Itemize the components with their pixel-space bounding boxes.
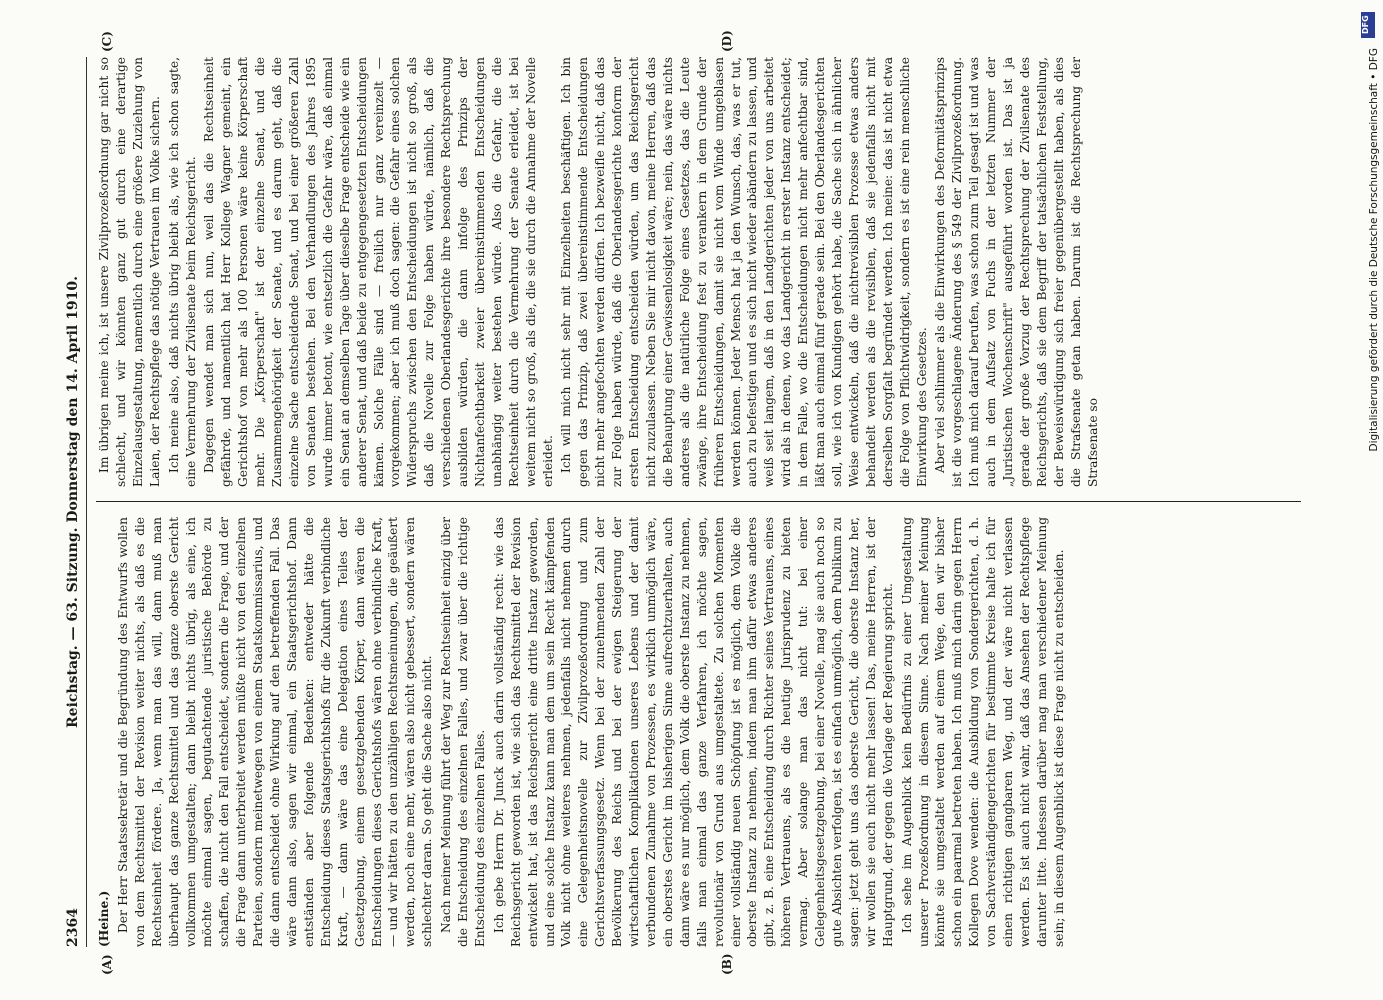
right-column [96, 57, 1306, 487]
paragraph: Aber viel schlimmer als die Einwirkungen des Deformitätsprinzips ist die vorgeschlagene Änderung des § 549 der Zivilprozeßordnung. Ich muß mich darauf berufen, was schon zum Teil gesagt ist und was auch in dem Aufsatz von Fuchs in der letzten Nummer der „Juristischen Wochenschrift" ausgeführt worden ist. Das ist ja gerade der große Vorzug der Rechtsprechung der Zivilsenate des Reichsgerichts, daß sie dem Begriff der tatsächlichen Feststellung, der Beweiswürdigung sich freier gegenübergestellt haben, als dies die Strafsenate getan haben. Darum ist die Rechtsprechung der Strafsenate so [933, 57, 1100, 487]
column-divider [96, 501, 1301, 502]
paragraph: Ich meine also, daß nichts übrig bleibt als, wie ich schon sagte, eine Vermehrung der Zivilsenate beim Reichsgericht. [166, 57, 198, 487]
paragraph: Dagegen wendet man sich nun, weil das die Rechtseinheit gefährde, und namentlich hat Herr Kollege Wagner gemeint, ein Gerichtshof von mehr als 100 Personen wäre keine Körperschaft mehr. Die „Körperschaft" ist der einzelne Senat, und die Zusammengehörigkeit der Senate, und es darum geht, daß die einzelne Sache entscheidende Senat, und bei einer größeren Zahl von Senaten bestehen. Bei den Verhandlungen des Jahres 1895 wurde immer betont, wie entsetzlich die Gefahr wäre, daß einmal ein Senat an demselben Tage über dieselbe Frage entscheide wie ein anderer Senat, und daß beide zu entgegengesetzten Entscheidungen kämen. Solche Fälle sind — freilich nur ganz vereinzelt — vorgekommen; aber ich muß doch sagen: die Gefahr eines solchen Widerspruchs zwischen den Entscheidungen ist nicht so groß, als daß die Novelle zur Folge haben würde, nämlich, daß die verschiedenen Oberlandesgerichte ihre besondere Rechtsprechung ausbilden würden, die dann infolge des Prinzips der Nichtanfechtbarkeit zweier übereinstimmenden Entscheidungen unabhängig weiter bestehen würde. Also die Gefahr, die die Rechtseinheit durch die Vermehrung der Senate erleidet, ist bei weitem nicht so groß, als die, die sie durch die Annahme der Novelle erleidet. [202, 57, 555, 487]
paragraph: Ich sehe im Augenblick kein Bedürfnis zu einer Umgestaltung unserer Prozeßordnung in diesem Sinne. Nach meiner Meinung könnte sie umgestaltet werden auf einem Wege, den wir bisher schon ein paarmal betreten haben. Ich muß mich darin gegen Herrn Kollegen Dove wenden: die Ausbildung von Sondergerichten, d. h. von Sachverständigengerichten für bestimmte Kreise halte ich für einen richtigen gangbaren Weg, und der wäre nicht verlassen werden. Es ist auch nicht wahr, daß das Ansehen der Rechtspflege darunter litte. Indessen darüber mag man verschiedener Meinung sein; in diesem Augenblick ist diese Frage nicht zu entscheiden. [899, 517, 1066, 947]
paragraph: Ich gebe Herrn Dr. Junck auch darin vollständig recht: wie das Reichsgericht geworden ist, wie sich das Rechtsmittel der Revision entwickelt hat, ist das Reichsgericht eine dritte Instanz geworden, und eine solche Instanz kann man dem um sein Recht kämpfenden Volk nicht ohne weiteres nehmen, jedenfalls nicht nehmen durch eine Gelegenheitsnovelle zur Zivilprozeßordnung und zum Gerichtsverfassungsgesetz. Wenn bei der zunehmenden Zahl der Bevölkerung des Reichs und bei der ewigen Steigerung der wirtschaftlichen Komplikationen unseres Lebens und der damit verbundenen Zunahme von Prozessen, es wirklich unmöglich wäre, ein oberstes Gericht im bisherigen Sinne aufrechtzuerhalten, auch dann wäre es nur möglich, dem Volk die oberste Instanz zu nehmen, falls man einmal das ganze Verfahren, ich möchte sagen, revolutionär von Grund aus umgestaltete. Zu solchen Momenten einer vollständig neuen Schöpfung ist es möglich, dem Volke die oberste Instanz zu nehmen, indem man ihm dafür etwas anderes gibt, z. B. eine Entscheidung durch Richter seines Vertrauens, eines höheren Vertrauens, als es die heutige Jurisprudenz zu bieten vermag. Aber solange man das nicht tut: bei einer Gelegenheitsgesetzgebung, bei einer Novelle, mag sie auch noch so gute Absichten verfolgen, ist es einfach unmöglich, dem Publikum zu sagen: jetzt geht uns das oberste Gericht, die oberste Instanz her, wir wollen sie euch nicht mehr lassen! Das, meine Herren, ist der Hauptgrund, der gegen die Vorlage der Regierung spricht. [491, 517, 895, 947]
margin-marker-c: (C) [100, 31, 114, 52]
speaker-label: (Heine.) [97, 890, 111, 947]
rotated-page-content [60, 30, 1330, 975]
page-number: 2364 [65, 908, 81, 947]
paragraph: Ich will mich nicht sehr mit Einzelheiten beschäftigen. Ich bin gegen das Prinzip, daß zwei übereinstimmende Entscheidungen nicht mehr angefochten werden dürfen. Ich bezweifle nicht, daß das zur Folge haben würde, daß die Oberlandesgerichte konform der ersten Entscheidung entscheiden würden, um das Reichsgericht nicht zuzulassen. Neben Sie mir nicht davon, meine Herren, daß das die Behauptung einer Gewissenlosigkeit wäre; nein, das wäre nichts anderes als die natürliche Folge eines Gesetzes, das die Leute zwänge, ihre Entscheidung fest zu verankern in dem Grunde der früheren Entscheidungen, damit sie nicht vom Winde umgeblasen werden können. Jeder Mensch hat ja den Wunsch, das, was er tut, auch zu befestigen und es sich nicht wieder abändern zu lassen, und weiß seit langem, daß in den Landgerichten jeder von uns arbeitet wird als in denen, wo das Landgericht in erster Instanz entscheidet; in dem Falle, wo die Entscheidungen nicht mehr anfechtbar sind, läßt man auch einmal fünf gerade sein. Bei den Oberlandesgerichten soll, wie ich von Kundigen gehört habe, die Sache sich in ähnlicher Weise entwickeln, daß die nichtrevisiblen Prozesse etwas anders behandelt werden als die revisiblen, daß sie jedenfalls nicht mit derselben Sorgfalt begründet werden. Ich meine: das ist nicht etwa die Folge von Pflichtwidrigkeit, sondern es ist eine rein menschliche Einwirkung des Gesetzes. [559, 57, 929, 487]
digitization-credit: Digitalisierung gefördert durch die Deutsche Forschungsgemeinschaft • DFG [1368, 48, 1380, 452]
page-header [60, 57, 87, 947]
margin-marker-b: (B) [720, 953, 734, 975]
paragraph: Nach meiner Meinung führt der Weg zur Rechtseinheit einzig über die Entscheidung des einzelnen Falles, und zwar über die richtige Entscheidung des einzelnen Falles. [439, 517, 487, 947]
paragraph: Im übrigen meine ich, ist unsere Zivilprozeßordnung gar nicht so schlecht, und wir könnten ganz gut durch eine derartige Einzelausgestaltung, namentlich durch eine größere Zuziehung von Laien, der Rechtspflege das nötige Vertrauen im Volke sichern. [97, 57, 162, 487]
dfg-logo: DFG [1361, 12, 1375, 38]
left-column [96, 517, 1066, 947]
paragraph: Der Herr Staatssekretär und die Begründung des Entwurfs wollen von dem Rechtsmittel der Revision weiter nichts, als daß es die Rechtseinheit fördere. Ja, wenn man das will, dann muß man überhaupt das ganze Rechtsmittel und das ganze oberste Gericht vollkommen umgestalten; dann bleibt nichts übrig, als eine, ich möchte einmal sagen, begutachtende juristische Behörde zu schaffen, die nicht den Fall entscheidet, sondern die Frage, und der die Frage dann unterbreitet werden müßte nicht von den einzelnen Parteien, sondern meinetwegen von einem Staatskommissarius, und die dann entscheidet ohne Wirkung auf den betreffenden Fall. Das wäre dann also, sagen wir einmal, ein Staatsgerichtshof. Dann entständen aber folgende Bedenken: entweder hätte die Entscheidung dieses Staatsgerichtshofs für die Zukunft verbindliche Kraft, — dann wäre das eine Delegation eines Teiles der Gesetzgebung, einem gesetzgebenden Körper, dann wären die Entscheidungen dieses Gerichtshofs wären ohne verbindliche Kraft, — und wir hätten zu den unzähligen Rechtsmeinungen, die geäußert werden, noch eine mehr, wären also nicht gebessert, sondern wären schlechter daran. So geht die Sache also nicht. [115, 517, 435, 947]
margin-marker-d: (D) [720, 30, 734, 52]
running-title: Reichstag. — 63. Sitzung. Donnerstag den 14. April 1910. [65, 276, 81, 728]
margin-marker-a: (A) [100, 954, 114, 975]
